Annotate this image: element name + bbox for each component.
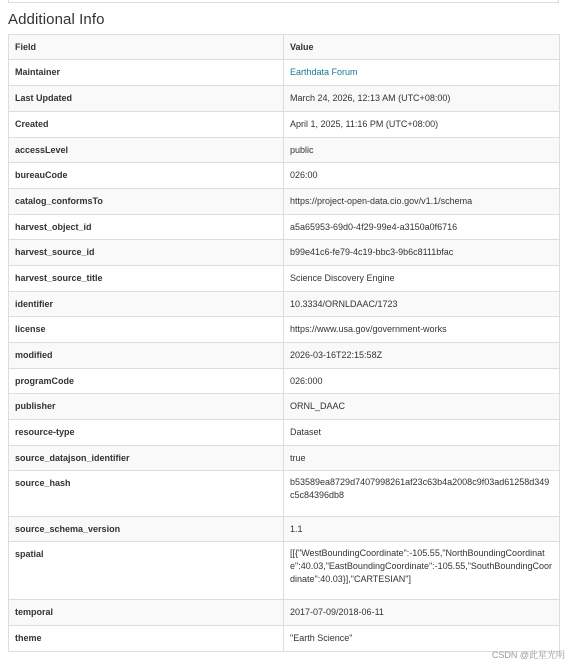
field-label: source_schema_version xyxy=(9,517,284,542)
table-row xyxy=(9,446,560,471)
table-row xyxy=(9,86,560,112)
field-value: 1.1 xyxy=(284,517,560,542)
table-header-row xyxy=(9,35,560,60)
field-label: theme xyxy=(9,626,284,652)
field-label: source_datajson_identifier xyxy=(9,446,284,471)
field-label: publisher xyxy=(9,394,284,420)
table-row xyxy=(9,394,560,420)
field-label: harvest_source_title xyxy=(9,266,284,292)
field-value: true xyxy=(284,446,560,471)
field-label: identifier xyxy=(9,292,284,317)
field-label: harvest_object_id xyxy=(9,215,284,240)
table-row xyxy=(9,189,560,215)
field-label: Created xyxy=(9,112,284,138)
table-row xyxy=(9,626,560,652)
table-row xyxy=(9,420,560,446)
field-label: programCode xyxy=(9,369,284,394)
field-label: resource-type xyxy=(9,420,284,446)
field-value: b53589ea8729d7407998261af23c63b4a2008c9f03ad61258d349c5c84396db8 xyxy=(284,471,560,517)
table-row xyxy=(9,163,560,189)
table-row xyxy=(9,471,560,517)
field-value: 2026-03-16T22:15:58Z xyxy=(284,343,560,369)
watermark: CSDN @此星光明 xyxy=(491,650,565,660)
field-value: Science Discovery Engine xyxy=(284,266,560,292)
field-value: "Earth Science" xyxy=(284,626,560,652)
table-row xyxy=(9,112,560,138)
field-value: 10.3334/ORNLDAAC/1723 xyxy=(284,292,560,317)
table-row xyxy=(9,138,560,163)
field-label: modified xyxy=(9,343,284,369)
field-label: harvest_source_id xyxy=(9,240,284,266)
maintainer-value xyxy=(284,60,560,86)
field-label: bureauCode xyxy=(9,163,284,189)
field-label: Maintainer xyxy=(9,60,284,86)
field-value: 026:000 xyxy=(284,369,560,394)
maintainer-link[interactable]: Earthdata Forum xyxy=(290,67,358,77)
header-field: Field xyxy=(9,35,284,60)
field-label: temporal xyxy=(9,600,284,626)
field-value: Dataset xyxy=(284,420,560,446)
table-row xyxy=(9,60,560,86)
table-row xyxy=(9,240,560,266)
header-value: Value xyxy=(284,35,560,60)
field-label: spatial xyxy=(9,542,284,600)
field-value: 026:00 xyxy=(284,163,560,189)
table-row xyxy=(9,600,560,626)
field-label: catalog_conformsTo xyxy=(9,189,284,215)
field-value: public xyxy=(284,138,560,163)
field-label: license xyxy=(9,317,284,343)
previous-section-box xyxy=(8,0,559,3)
field-label: Last Updated xyxy=(9,86,284,112)
field-label: accessLevel xyxy=(9,138,284,163)
table-row xyxy=(9,215,560,240)
field-label: source_hash xyxy=(9,471,284,517)
field-value: a5a65953-69d0-4f29-99e4-a3150a0f6716 xyxy=(284,215,560,240)
field-value: b99e41c6-fe79-4c19-bbc3-9b6c8111bfac xyxy=(284,240,560,266)
table-row xyxy=(9,369,560,394)
field-value: ORNL_DAAC xyxy=(284,394,560,420)
table-row xyxy=(9,292,560,317)
table-row xyxy=(9,343,560,369)
section-title: Additional Info xyxy=(8,11,105,28)
additional-info-table xyxy=(8,34,560,652)
field-value: https://project-open-data.cio.gov/v1.1/schema xyxy=(284,189,560,215)
table-row xyxy=(9,266,560,292)
table-row xyxy=(9,517,560,542)
field-value: April 1, 2025, 11:16 PM (UTC+08:00) xyxy=(284,112,560,138)
field-value: [[{"WestBoundingCoordinate":-105.55,"NorthBoundingCoordinate":40.03,"EastBoundingCoordinate":-105.55,"SouthBoundingCoordinate":40.03}],"CARTESIAN"] xyxy=(284,542,560,600)
table-row xyxy=(9,317,560,343)
field-value: 2017-07-09/2018-06-11 xyxy=(284,600,560,626)
field-value: March 24, 2026, 12:13 AM (UTC+08:00) xyxy=(284,86,560,112)
field-value: https://www.usa.gov/government-works xyxy=(284,317,560,343)
table-row xyxy=(9,542,560,600)
